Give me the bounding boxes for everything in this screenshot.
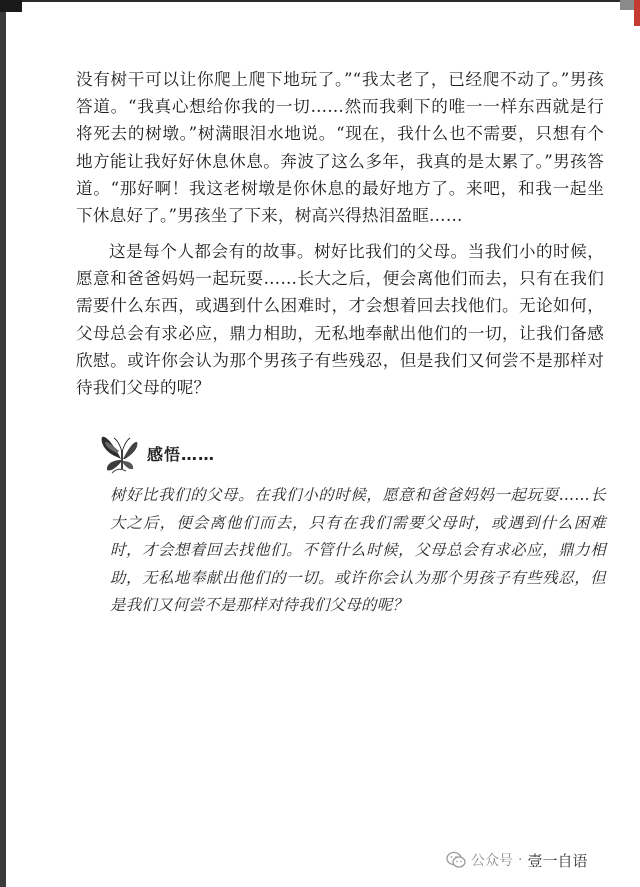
watermark-separator: · [518, 852, 523, 868]
wechat-icon [446, 851, 466, 869]
watermark-account: 壹一自语 [527, 851, 588, 870]
page-left-edge [0, 0, 6, 887]
reflection-heading [100, 429, 300, 475]
corner-grey-mark [620, 0, 634, 10]
watermark-platform: 公众号 [471, 853, 513, 869]
wechat-watermark [446, 848, 587, 872]
reflection-paragraph: 树好比我们的父母。在我们小的时候，愿意和爸爸妈妈一起玩耍……长大之后，便会离他们而去，只有在我们需要父母时，或遇到什么困难时，才会想着回去找他们。不管什么时候，父母总会有求必应，鼎力相助，无私地奉献出他们的一切。或许你会认为那个男孩子有些残忍，但是我们又何尝不是那样对待我们父母的呢？ [110, 486, 606, 614]
page-corner-shadow [0, 0, 22, 12]
page-corner-marker [614, 0, 640, 26]
corner-red-mark [634, 0, 640, 26]
reflection-title: 感悟…… [147, 445, 216, 464]
story-paragraph-1: 没有树干可以让你爬上爬下地玩了。”“我太老了，已经爬不动了。”男孩答道。“我真心想给你我的一切……然而我剩下的唯一一样东西就是行将死去的树墩。”树满眼泪水地说。“现在，我什么也不需要，只想有个地方能让我好好休息休息。奔波了这么多年，我真的是太累了。”男孩答道。“那好啊！我这老树墩是你休息的最好地方了。来吧，和我一起坐下休息好了。”男孩坐了下来，树高兴得热泪盈眶…… [76, 70, 604, 226]
page-top-edge [0, 0, 640, 2]
butterfly-icon [100, 429, 146, 475]
story-paragraph-2: 这是每个人都会有的故事。树好比我们的父母。当我们小的时候，愿意和爸爸妈妈一起玩耍……长大之后，便会离他们而去，只有在我们需要什么东西，或遇到什么困难时，才会想着回去找他们。无论如何，父母总会有求必应，鼎力相助，无私地奉献出他们的一切，让我们备感欣慰。或许你会认为那个男孩子有些残忍，但是我们又何尝不是那样对待我们父母的呢？ [76, 242, 604, 398]
